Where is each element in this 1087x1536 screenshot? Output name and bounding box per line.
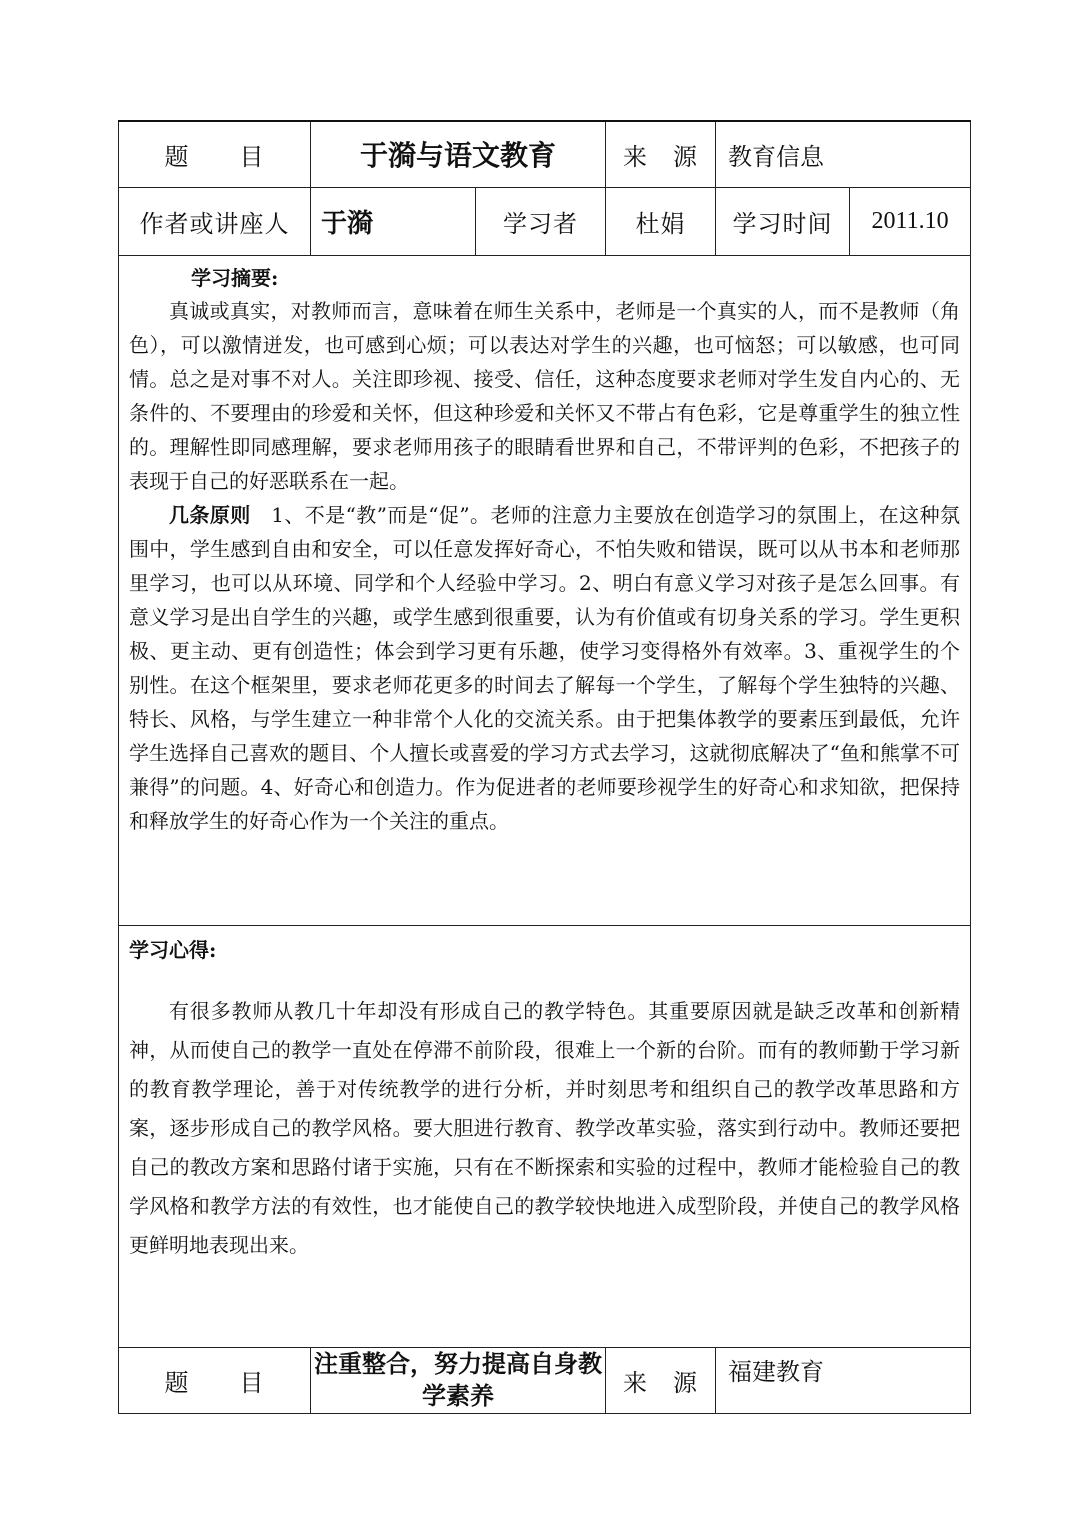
topic-title: 于漪与语文教育 — [311, 121, 606, 187]
row-topic — [119, 121, 971, 187]
study-record-table — [118, 120, 971, 1414]
author-value: 于漪 — [311, 187, 476, 255]
study-record-sheet — [118, 120, 970, 1414]
topic-title-2: 注重整合，努力提高自身教学素养 — [311, 1347, 606, 1413]
principles-paragraph — [129, 498, 960, 838]
row-author — [119, 187, 971, 255]
principles-text: 1、不是“教”而是“促”。老师的注意力主要放在创造学习的氛围上，在这种氛围中，学生感到自由和安全，可以任意发挥好奇心，不怕失败和错误，既可以从书本和老师那里学习，也可以从环境、同学和个人经验中学习。2、明白有意义学习对孩子是怎么回事。有意义学习是出自学生的兴趣，或学生感到很重要，认为有价值或有切身关系的学习。学生更积极、更主动、更有创造性；体会到学习更有乐趣，使学习变得格外有效率。3、重视学生的个别性。在这个框架里，要求老师花更多的时间去了解每一个学生，了解每个学生独特的兴趣、特长、风格，与学生建立一种非常个人化的交流关系。由于把集体教学的要素压到最低，允许学生选择自己喜欢的题目、个人擅长或喜爱的学习方式去学习，这就彻底解决了“鱼和熊掌不可兼得”的问题。4、好奇心和创造力。作为促进者的老师要珍视学生的好奇心和求知欲，把保持和释放学生的好奇心作为一个关注的重点。 — [129, 502, 961, 833]
source-label: 来 源 — [606, 121, 716, 187]
topic-label: 题 目 — [119, 121, 311, 187]
row-topic-2 — [119, 1347, 971, 1413]
author-label: 作者或讲座人 — [119, 187, 311, 255]
source-label-2: 来 源 — [606, 1347, 716, 1413]
time-label: 学习时间 — [716, 187, 850, 255]
principles-heading: 几条原则 — [169, 502, 251, 527]
row-summary — [119, 255, 971, 925]
summary-paragraph: 真诚或真实，对教师而言，意味着在师生关系中，老师是一个真实的人，而不是教师（角色），可以激情迸发，也可感到心烦；可以表达对学生的兴趣，也可恼怒；可以敏感，也可同情。总之是对事不对人。关注即珍视、接受、信任，这种态度要求老师对学生发自内心的、无条件的、不要理由的珍爱和关怀，但这种珍爱和关怀又不带占有色彩，它是尊重学生的独立性的。理解性即同感理解，要求老师用孩子的眼睛看世界和自己，不带评判的色彩，不把孩子的表现于自己的好恶联系在一起。 — [129, 298, 961, 493]
time-value: 2011.10 — [850, 187, 971, 255]
summary-heading: 学习摘要: — [191, 265, 279, 290]
reflection-paragraph: 有很多教师从教几十年却没有形成自己的教学特色。其重要原因就是缺乏改革和创新精神，从而使自己的教学一直处在停滞不前阶段，很难上一个新的台阶。而有的教师勤于学习新的教育教学理论，善于对传统教学的进行分析，并时刻思考和组织自己的教学改革思路和方案，逐步形成自己的教学风格。要大胆进行教育、教学改革实验，落实到行动中。教师还要把自己的教改方案和思路付诸于实施，只有在不断探索和实验的过程中，教师才能检验自己的教学风格和教学方法的有效性，也才能使自己的教学较快地进入成型阶段，并使自己的教学风格更鲜明地表现出来。 — [129, 998, 961, 1257]
reflection-heading: 学习心得: — [129, 937, 217, 962]
row-reflection — [119, 925, 971, 1347]
reflection-cell — [119, 925, 971, 1347]
topic-label-2: 题 目 — [119, 1347, 311, 1413]
learner-label: 学习者 — [476, 187, 606, 255]
source-value: 教育信息 — [716, 121, 971, 187]
source-value-2: 福建教育 — [716, 1347, 971, 1413]
learner-value: 杜娟 — [606, 187, 716, 255]
summary-cell — [119, 255, 971, 925]
